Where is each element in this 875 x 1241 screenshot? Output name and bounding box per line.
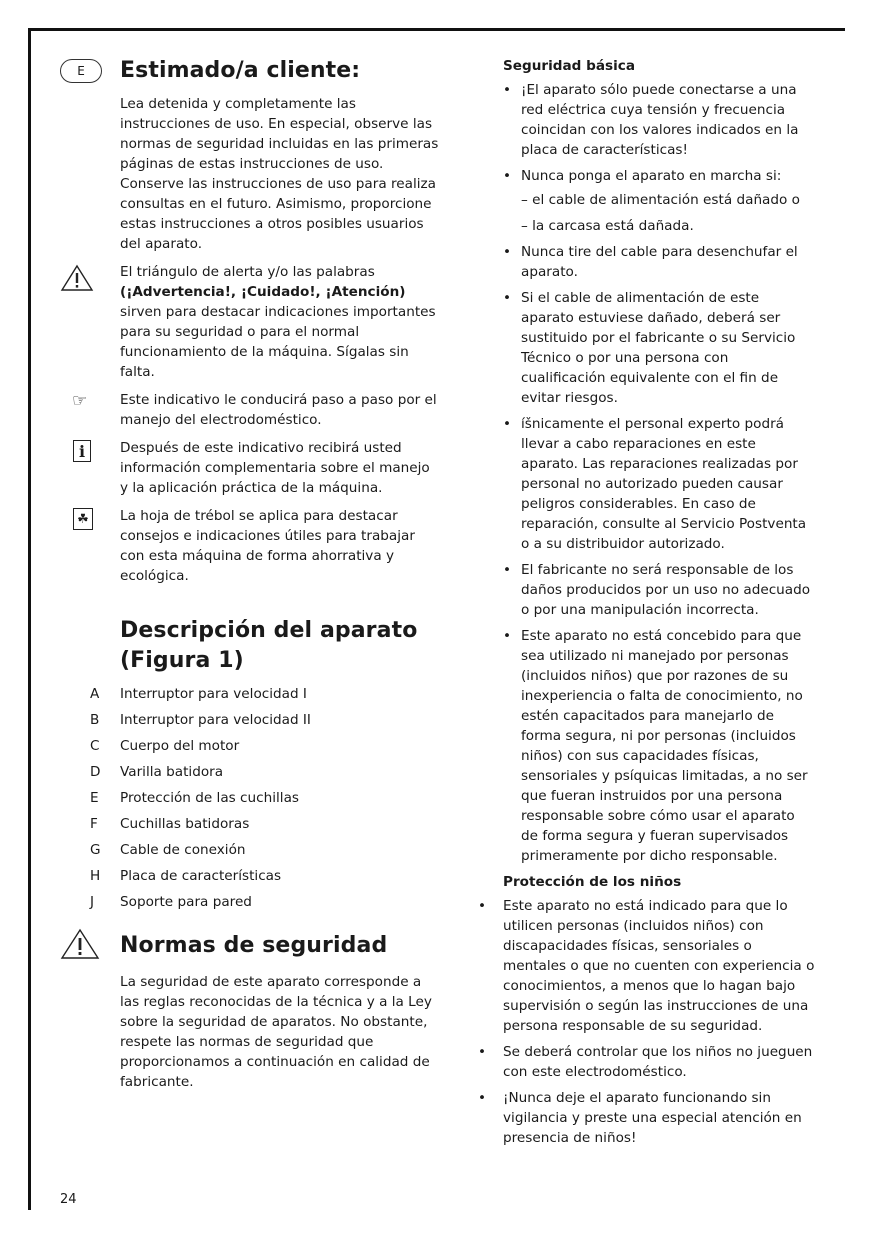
safety-body: La seguridad de este aparato corresponde a las reglas reconocidas de la técnica y a la Ley sobre la seguridad de aparatos. No obstante, respete las normas de seguridad que proporcionamos a continuación en calidad de fabricante.: [120, 974, 432, 1090]
pointing-hand-icon: ☞: [72, 391, 88, 411]
list-item: [503, 414, 815, 554]
part-letter: D: [90, 764, 101, 780]
info-note: [60, 438, 440, 498]
list-item-text: Nunca tire del cable para desenchufar el aparato.: [521, 244, 798, 280]
safety-title: Normas de seguridad: [120, 933, 388, 958]
part-letter: J: [90, 894, 95, 910]
step-text: Este indicativo le conducirá paso a paso por el manejo del electrodoméstico.: [120, 392, 437, 428]
left-border: [28, 28, 31, 1210]
bullet-icon: •: [503, 416, 512, 432]
warning-text-prefix: El triángulo de alerta y/o las palabras: [120, 264, 375, 280]
part-label: Varilla batidora: [120, 764, 224, 780]
list-item-text: Se deberá controlar que los niños no jueguen con este electrodoméstico.: [503, 1044, 813, 1080]
list-item: [503, 288, 815, 408]
list-item: [503, 166, 815, 186]
warning-triangle-icon: [60, 928, 100, 960]
clover-text: La hoja de trébol se aplica para destacar consejos e indicaciones útiles para trabajar con esta máquina de forma ahorrativa y ecológica.: [120, 508, 415, 584]
list-item: [503, 626, 815, 866]
dash-item: – el cable de alimentación está dañado o: [521, 192, 800, 208]
description-title: [120, 616, 440, 676]
part-letter: C: [90, 738, 100, 754]
list-item-text: Este aparato no está concebido para que sea utilizado ni manejado por personas (incluidos niños) que por razones de su inexperiencia o falta de conocimiento, no estén capacitados para manejarlo de forma segura, ni por personas (incluidos niños) con sus capacidades físicas, sensoriales y psíquicas limitadas, a no ser que fueran instruidos por una persona responsable sobre cómo usar el aparato de forma segura y fueran supervisados primeramente por dicho responsable.: [521, 628, 808, 864]
clover-note: [60, 506, 440, 586]
part-label: Interruptor para velocidad I: [120, 686, 307, 702]
child-protection-heading: Protección de los niños: [503, 874, 682, 890]
intro-heading-row: [60, 56, 440, 86]
bullet-icon: •: [503, 168, 512, 184]
list-item-text: Nunca ponga el aparato en marcha si:: [521, 168, 782, 184]
warning-triangle-icon: [60, 264, 94, 292]
part-label: Cable de conexión: [120, 842, 246, 858]
warning-note: [60, 262, 440, 382]
warning-text: [120, 262, 440, 382]
right-column: [470, 56, 815, 1154]
info-icon: i: [73, 440, 91, 462]
part-letter: G: [90, 842, 101, 858]
list-item: [503, 80, 815, 160]
part-letter: E: [90, 790, 99, 806]
part-item: [60, 892, 440, 912]
safety-heading-row: [60, 928, 440, 964]
bullet-icon: •: [478, 1044, 487, 1060]
left-column: [60, 56, 440, 1092]
part-label: Protección de las cuchillas: [120, 790, 299, 806]
part-item: [60, 684, 440, 704]
language-badge: E: [60, 59, 102, 83]
bullet-icon: •: [503, 562, 512, 578]
page-number: 24: [60, 1192, 77, 1207]
part-label: Interruptor para velocidad II: [120, 712, 311, 728]
parts-list: [60, 684, 440, 912]
basic-safety-list-cont: [503, 242, 815, 866]
top-border: [28, 28, 845, 31]
list-item: [470, 896, 815, 1036]
part-letter: A: [90, 686, 100, 702]
bullet-icon: •: [503, 628, 512, 644]
basic-safety-heading: Seguridad básica: [503, 58, 636, 74]
step-note: [60, 390, 440, 430]
part-item: [60, 788, 440, 808]
list-item: [470, 1088, 815, 1148]
part-item: [60, 710, 440, 730]
list-item-text: Si el cable de alimentación de este aparato estuviese dañado, deberá ser sustituido por el fabricante o su Servicio Técnico o por una persona con cualificación equivalente con el fin de evitar riesgos.: [521, 290, 796, 406]
list-item: [503, 242, 815, 282]
part-item: [60, 736, 440, 756]
bullet-icon: •: [503, 82, 512, 98]
part-label: Cuerpo del motor: [120, 738, 240, 754]
part-item: [60, 866, 440, 886]
list-item-text: íšnicamente el personal experto podrá llevar a cabo reparaciones en este aparato. Las reparaciones realizadas por personal no autorizado pueden causar peligros considerables. En caso de reparación, consulte al Servicio Postventa o a su distribuidor autorizado.: [521, 416, 807, 552]
description-title-line2: (Figura 1): [120, 648, 244, 673]
list-item: [470, 1042, 815, 1082]
part-item: [60, 814, 440, 834]
bullet-icon: •: [503, 290, 512, 306]
intro-title: Estimado/a cliente:: [120, 58, 361, 83]
part-letter: B: [90, 712, 100, 728]
part-item: [60, 840, 440, 860]
dash-item: – la carcasa está dañada.: [521, 218, 694, 234]
bullet-icon: •: [478, 898, 487, 914]
intro-body: Lea detenida y completamente las instrucciones de uso. En especial, observe las normas de seguridad incluidas en las primeras páginas de estas instrucciones de uso. Conserve las instrucciones de uso para realiza consultas en el futuro. Asimismo, proporcione estas instrucciones a otros posibles usuarios del aparato.: [120, 96, 439, 252]
list-item-text: El fabricante no será responsable de los daños producidos por un uso no adecuado o por una manipulación incorrecta.: [521, 562, 811, 618]
part-letter: F: [90, 816, 98, 832]
part-item: [60, 762, 440, 782]
warning-text-suffix: sirven para destacar indicaciones importantes para su seguridad o para el normal funcionamiento de la máquina. Sígalas sin falta.: [120, 304, 436, 380]
list-item-text: Este aparato no está indicado para que lo utilicen personas (incluidos niños) con discapacidades físicas, sensoriales o mentales o que no cuenten con experiencia o conocimientos, a menos que lo hagan bajo supervisión o según las instrucciones de una persona responsable de su seguridad.: [503, 898, 815, 1034]
part-label: Cuchillas batidoras: [120, 816, 250, 832]
bullet-icon: •: [503, 244, 512, 260]
info-text: Después de este indicativo recibirá usted información complementaria sobre el manejo y la aplicación práctica de la máquina.: [120, 440, 430, 496]
part-label: Placa de características: [120, 868, 282, 884]
part-letter: H: [90, 868, 101, 884]
part-label: Soporte para pared: [120, 894, 252, 910]
list-item-text: ¡Nunca deje el aparato funcionando sin vigilancia y preste una especial atención en presencia de niños!: [503, 1090, 802, 1146]
bullet-icon: •: [478, 1090, 487, 1106]
clover-icon: ☘: [73, 508, 93, 530]
list-item: [503, 560, 815, 620]
warning-keywords: (¡Advertencia!, ¡Cuidado!, ¡Atención): [120, 284, 406, 300]
basic-safety-list: [503, 80, 815, 186]
list-item-text: ¡El aparato sólo puede conectarse a una red eléctrica cuya tensión y frecuencia coincidan con los valores indicados en la placa de características!: [521, 82, 799, 158]
child-protection-list: [470, 896, 815, 1148]
description-title-line1: Descripción del aparato: [120, 618, 418, 643]
